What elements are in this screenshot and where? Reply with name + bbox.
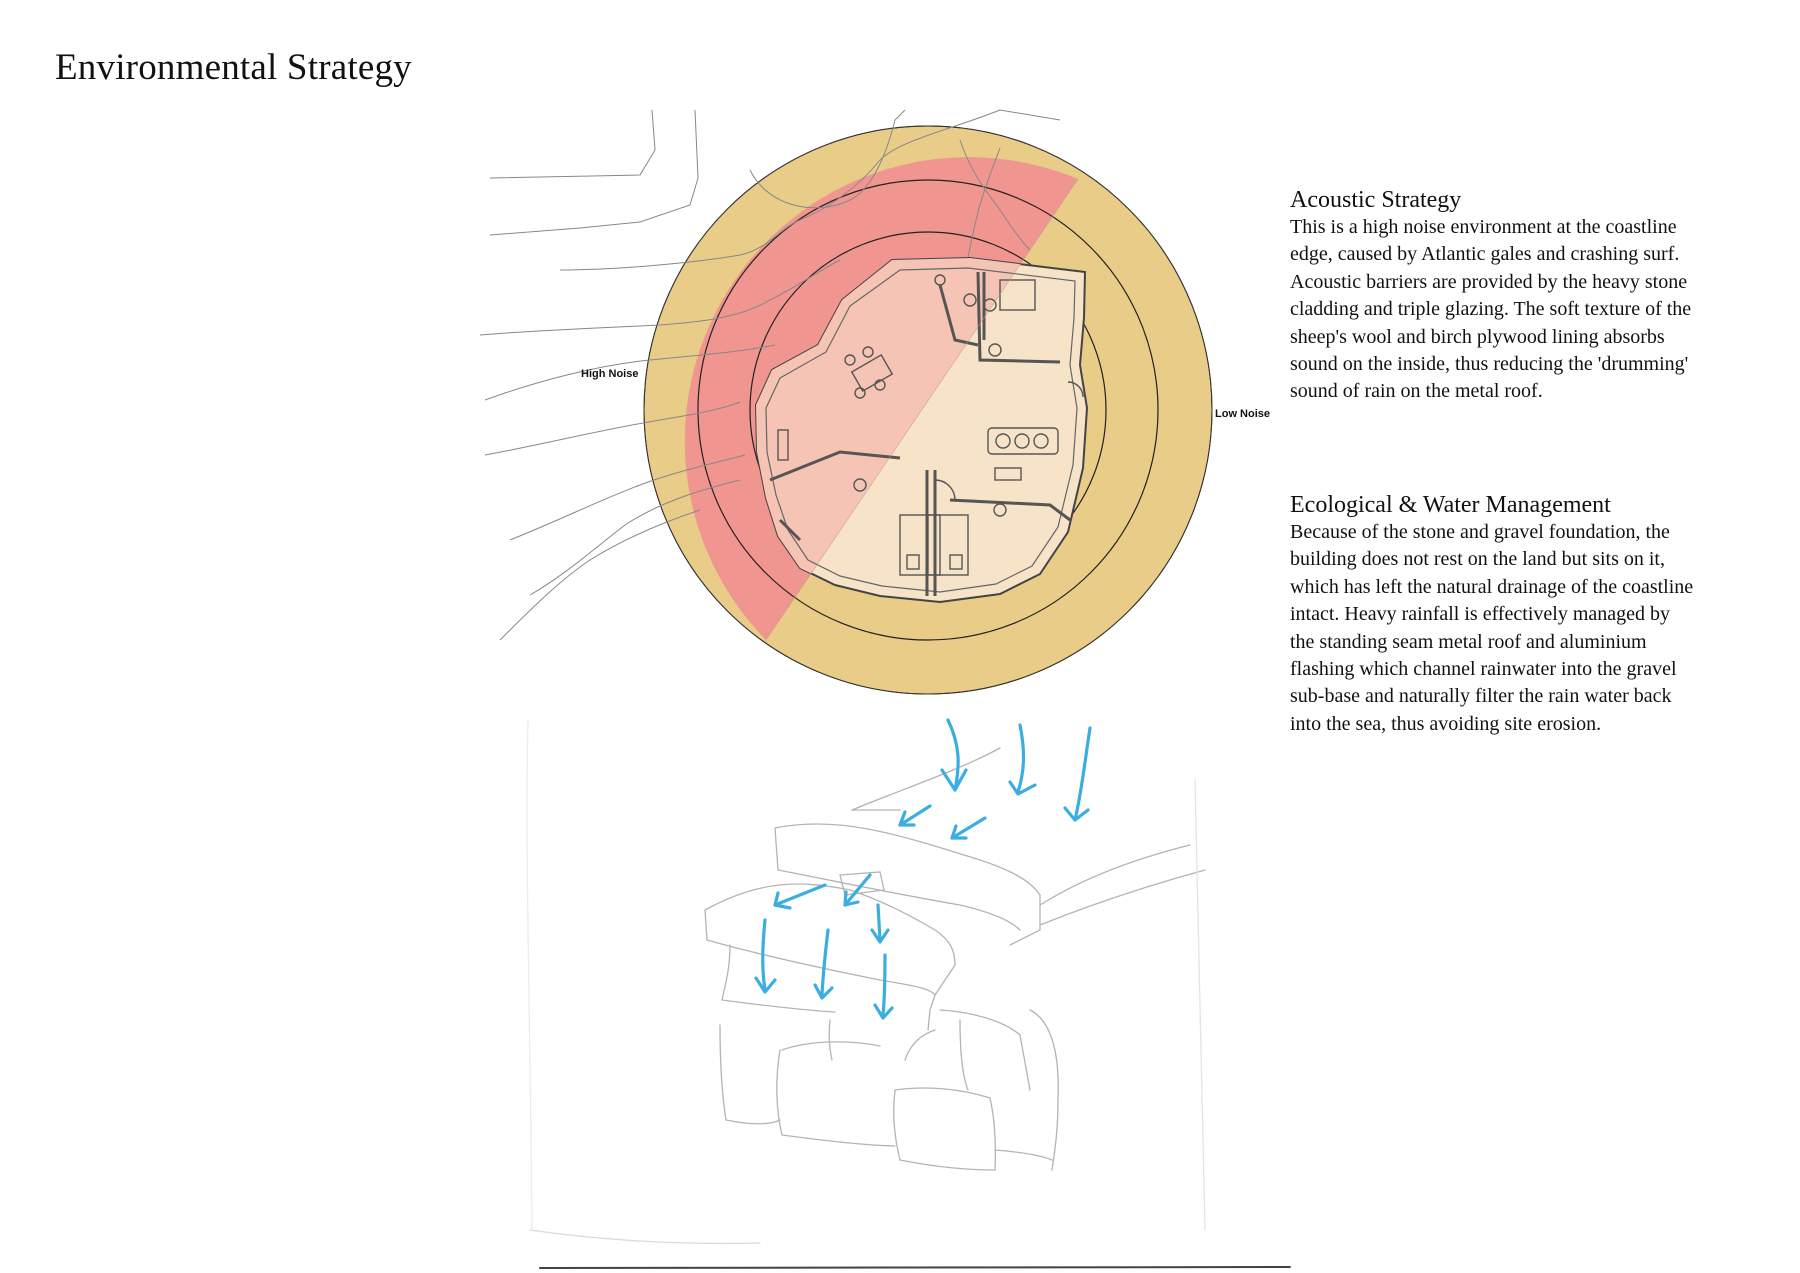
ecological-water-body: Because of the stone and gravel foundation, the building does not rest on the land but sits on it, which has left the natural drainage of the coastline intact. Heavy rainfall is effectively managed by the standing seam metal roof and aluminium flashing which channel rainwater into the gravel sub-base and naturally filter the rain water back into the sea, thus avoiding site erosion. (1290, 521, 1694, 735)
ecological-water-heading: Ecological & Water Management (1290, 492, 1611, 518)
high-noise-label: High Noise (581, 368, 639, 380)
acoustic-strategy-heading: Acoustic Strategy (1290, 187, 1462, 213)
rainwater-sketch (527, 720, 1290, 1268)
page-title: Environmental Strategy (55, 47, 412, 88)
ecological-water-section (1290, 491, 1695, 738)
noise-plan (480, 110, 1270, 694)
sketch-lines (527, 720, 1290, 1268)
acoustic-strategy-body: This is a high noise environment at the coastline edge, caused by Atlantic gales and crashing surf. Acoustic barriers are provided by the heavy stone cladding and triple glazing. The soft texture of the sheep's wool and birch plywood lining absorbs sound on the inside, thus reducing the 'drumming' sound of rain on the metal roof. (1290, 216, 1692, 403)
rain-arrows (756, 720, 1090, 1018)
acoustic-strategy-section (1290, 186, 1695, 406)
low-noise-label: Low Noise (1215, 408, 1271, 420)
